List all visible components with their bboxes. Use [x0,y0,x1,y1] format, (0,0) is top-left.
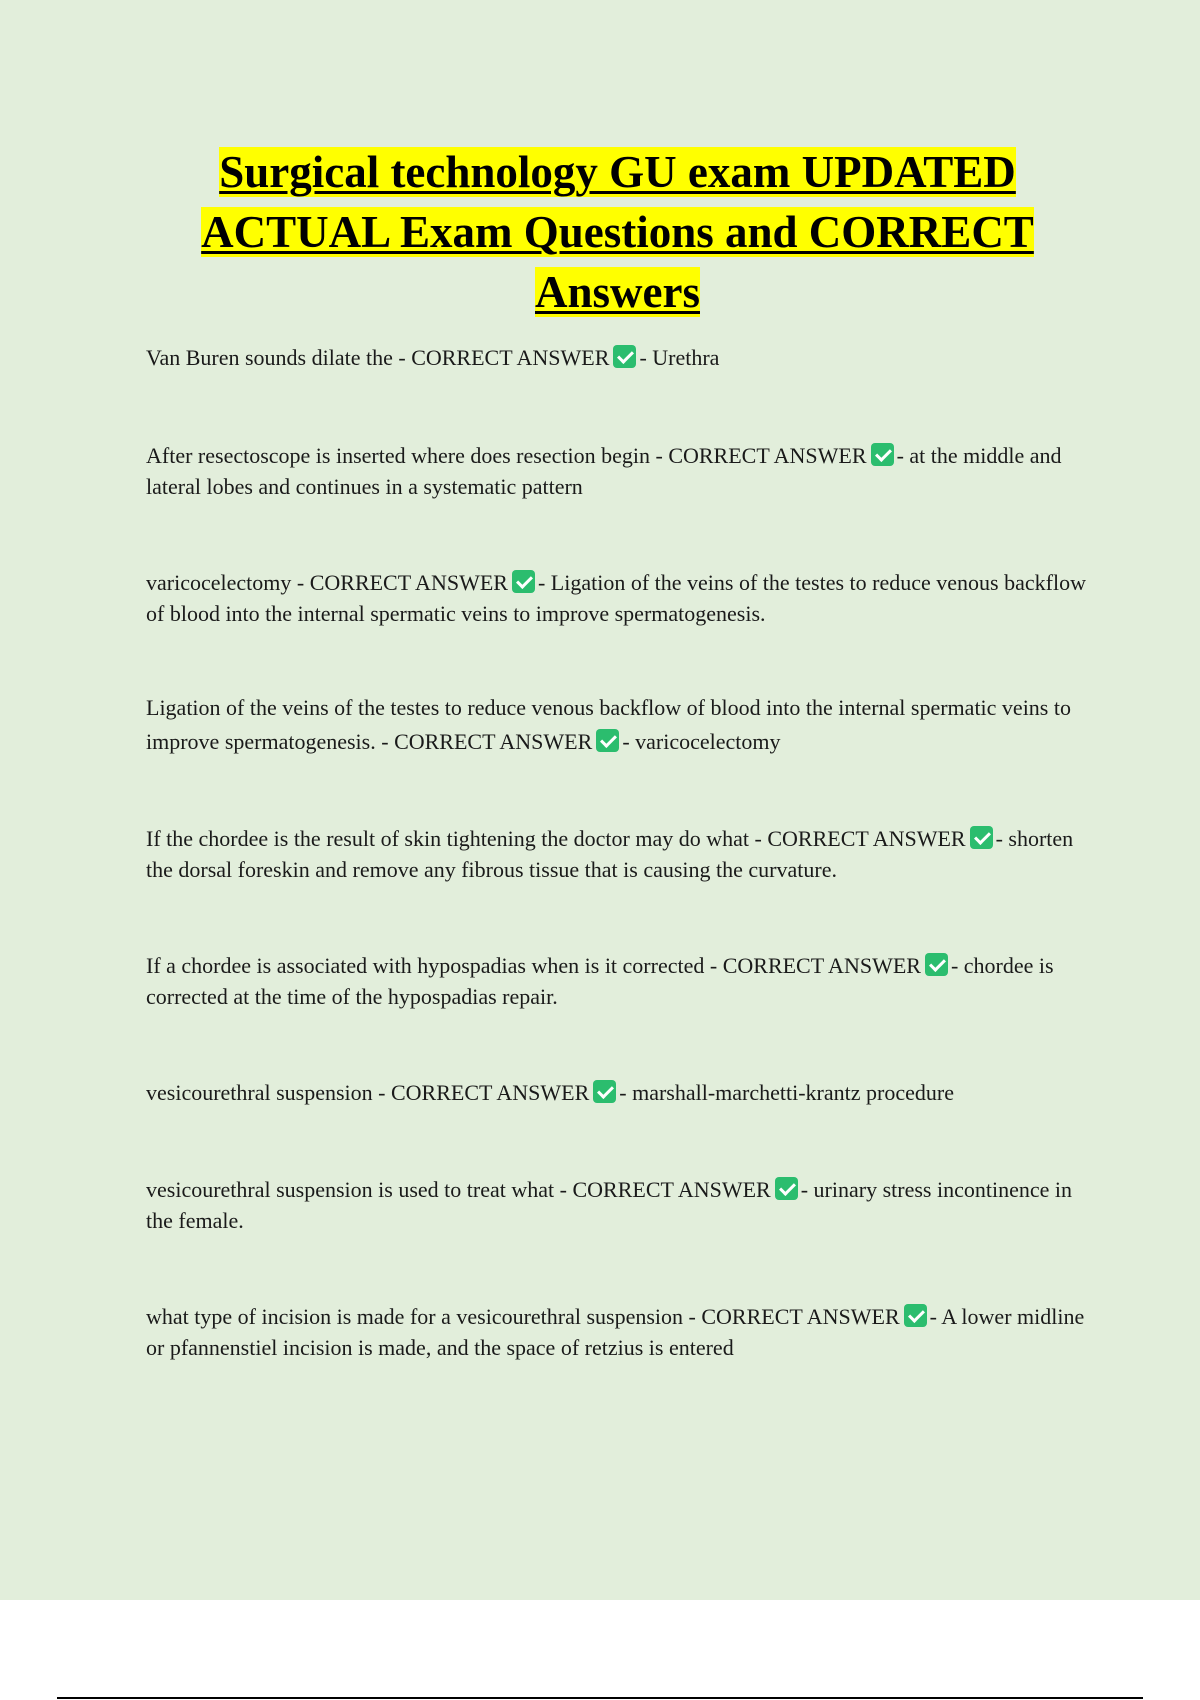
check-mark-icon [871,443,894,466]
answer-text: at the middle and lateral lobes and continues in a systematic pattern [146,443,1062,499]
question-text: varicocelectomy [146,570,292,595]
answer-text: A lower midline or pfannenstiel incision is made, and the space of retzius is entered [146,1304,1085,1360]
question-text: vesicourethral suspension [146,1080,373,1105]
qa-item-3: varicocelectomy - CORRECT ANSWER - Ligation of the veins of the testes to reduce venous backflow of blood into the internal spermatic veins to improve spermatogenesis. [146,570,1086,626]
question-text: If the chordee is the result of skin tightening the doctor may do what [146,826,750,851]
check-mark-icon [925,953,948,976]
check-mark-icon [904,1304,927,1327]
answer-marker: CORRECT ANSWER [394,729,593,754]
answer-text: shorten the dorsal foreskin and remove any fibrous tissue that is causing the curvature. [146,826,1074,882]
answer-marker: CORRECT ANSWER [701,1304,900,1329]
qa-item-1: Van Buren sounds dilate the - CORRECT ANSWER - Urethra [146,345,720,370]
question-text: After resectoscope is inserted where does resection begin [146,443,650,468]
answer-text: Ligation of the veins of the testes to reduce venous backflow of blood into the internal spermatic veins to improve spermatogenesis. [146,570,1086,626]
answer-text: marshall-marchetti-krantz procedure [632,1080,954,1105]
answer-marker: CORRECT ANSWER [411,345,610,370]
check-mark-icon [970,826,993,849]
answer-text: varicocelectomy [635,729,781,754]
answer-marker: CORRECT ANSWER [572,1177,771,1202]
footer-divider [57,1697,1143,1699]
qa-item-7: vesicourethral suspension - CORRECT ANSWER - marshall-marchetti-krantz procedure [146,1080,954,1105]
document-title-text: Surgical technology GU exam UPDATED ACTUAL Exam Questions and CORRECT Answers [201,147,1034,317]
qa-item-8: vesicourethral suspension is used to treat what - CORRECT ANSWER - urinary stress incontinence in the female. [146,1177,1072,1233]
answer-marker: CORRECT ANSWER [767,826,966,851]
question-text: Van Buren sounds dilate the [146,345,393,370]
check-mark-icon [593,1080,616,1103]
answer-marker: CORRECT ANSWER [309,570,508,595]
answer-marker: CORRECT ANSWER [391,1080,590,1105]
check-mark-icon [596,729,619,752]
answer-text: urinary stress incontinence in the female. [146,1177,1072,1233]
qa-item-9: what type of incision is made for a vesicourethral suspension - CORRECT ANSWER - A lower midline or pfannenstiel incision is made, and the space of retzius is entered [146,1304,1085,1360]
question-text: what type of incision is made for a vesicourethral suspension [146,1304,684,1329]
answer-text: Urethra [652,345,720,370]
qa-item-4: Ligation of the veins of the testes to reduce venous backflow of blood into the internal spermatic veins to improve spermatogenesis. - CORRECT ANSWER - varicocelectomy [146,695,1071,754]
qa-item-5: If the chordee is the result of skin tightening the doctor may do what - CORRECT ANSWER - shorten the dorsal foreskin and remove any fibrous tissue that is causing the curvature. [146,826,1074,882]
qa-item-6: If a chordee is associated with hypospadias when is it corrected - CORRECT ANSWER - chordee is corrected at the time of the hypospadias repair. [146,953,1054,1009]
document-title [150,142,1085,322]
check-mark-icon [613,345,636,368]
question-text: vesicourethral suspension is used to treat what [146,1177,555,1202]
answer-marker: CORRECT ANSWER [722,953,921,978]
question-text: Ligation of the veins of the testes to reduce venous backflow of blood into the internal spermatic veins to improve spermatogenesis. [146,695,1071,754]
qa-item-2: After resectoscope is inserted where does resection begin - CORRECT ANSWER - at the middle and lateral lobes and continues in a systematic pattern [146,443,1062,499]
answer-marker: CORRECT ANSWER [668,443,867,468]
answer-text: chordee is corrected at the time of the hypospadias repair. [146,953,1054,1009]
check-mark-icon [775,1177,798,1200]
question-text: If a chordee is associated with hypospadias when is it corrected [146,953,705,978]
check-mark-icon [512,570,535,593]
